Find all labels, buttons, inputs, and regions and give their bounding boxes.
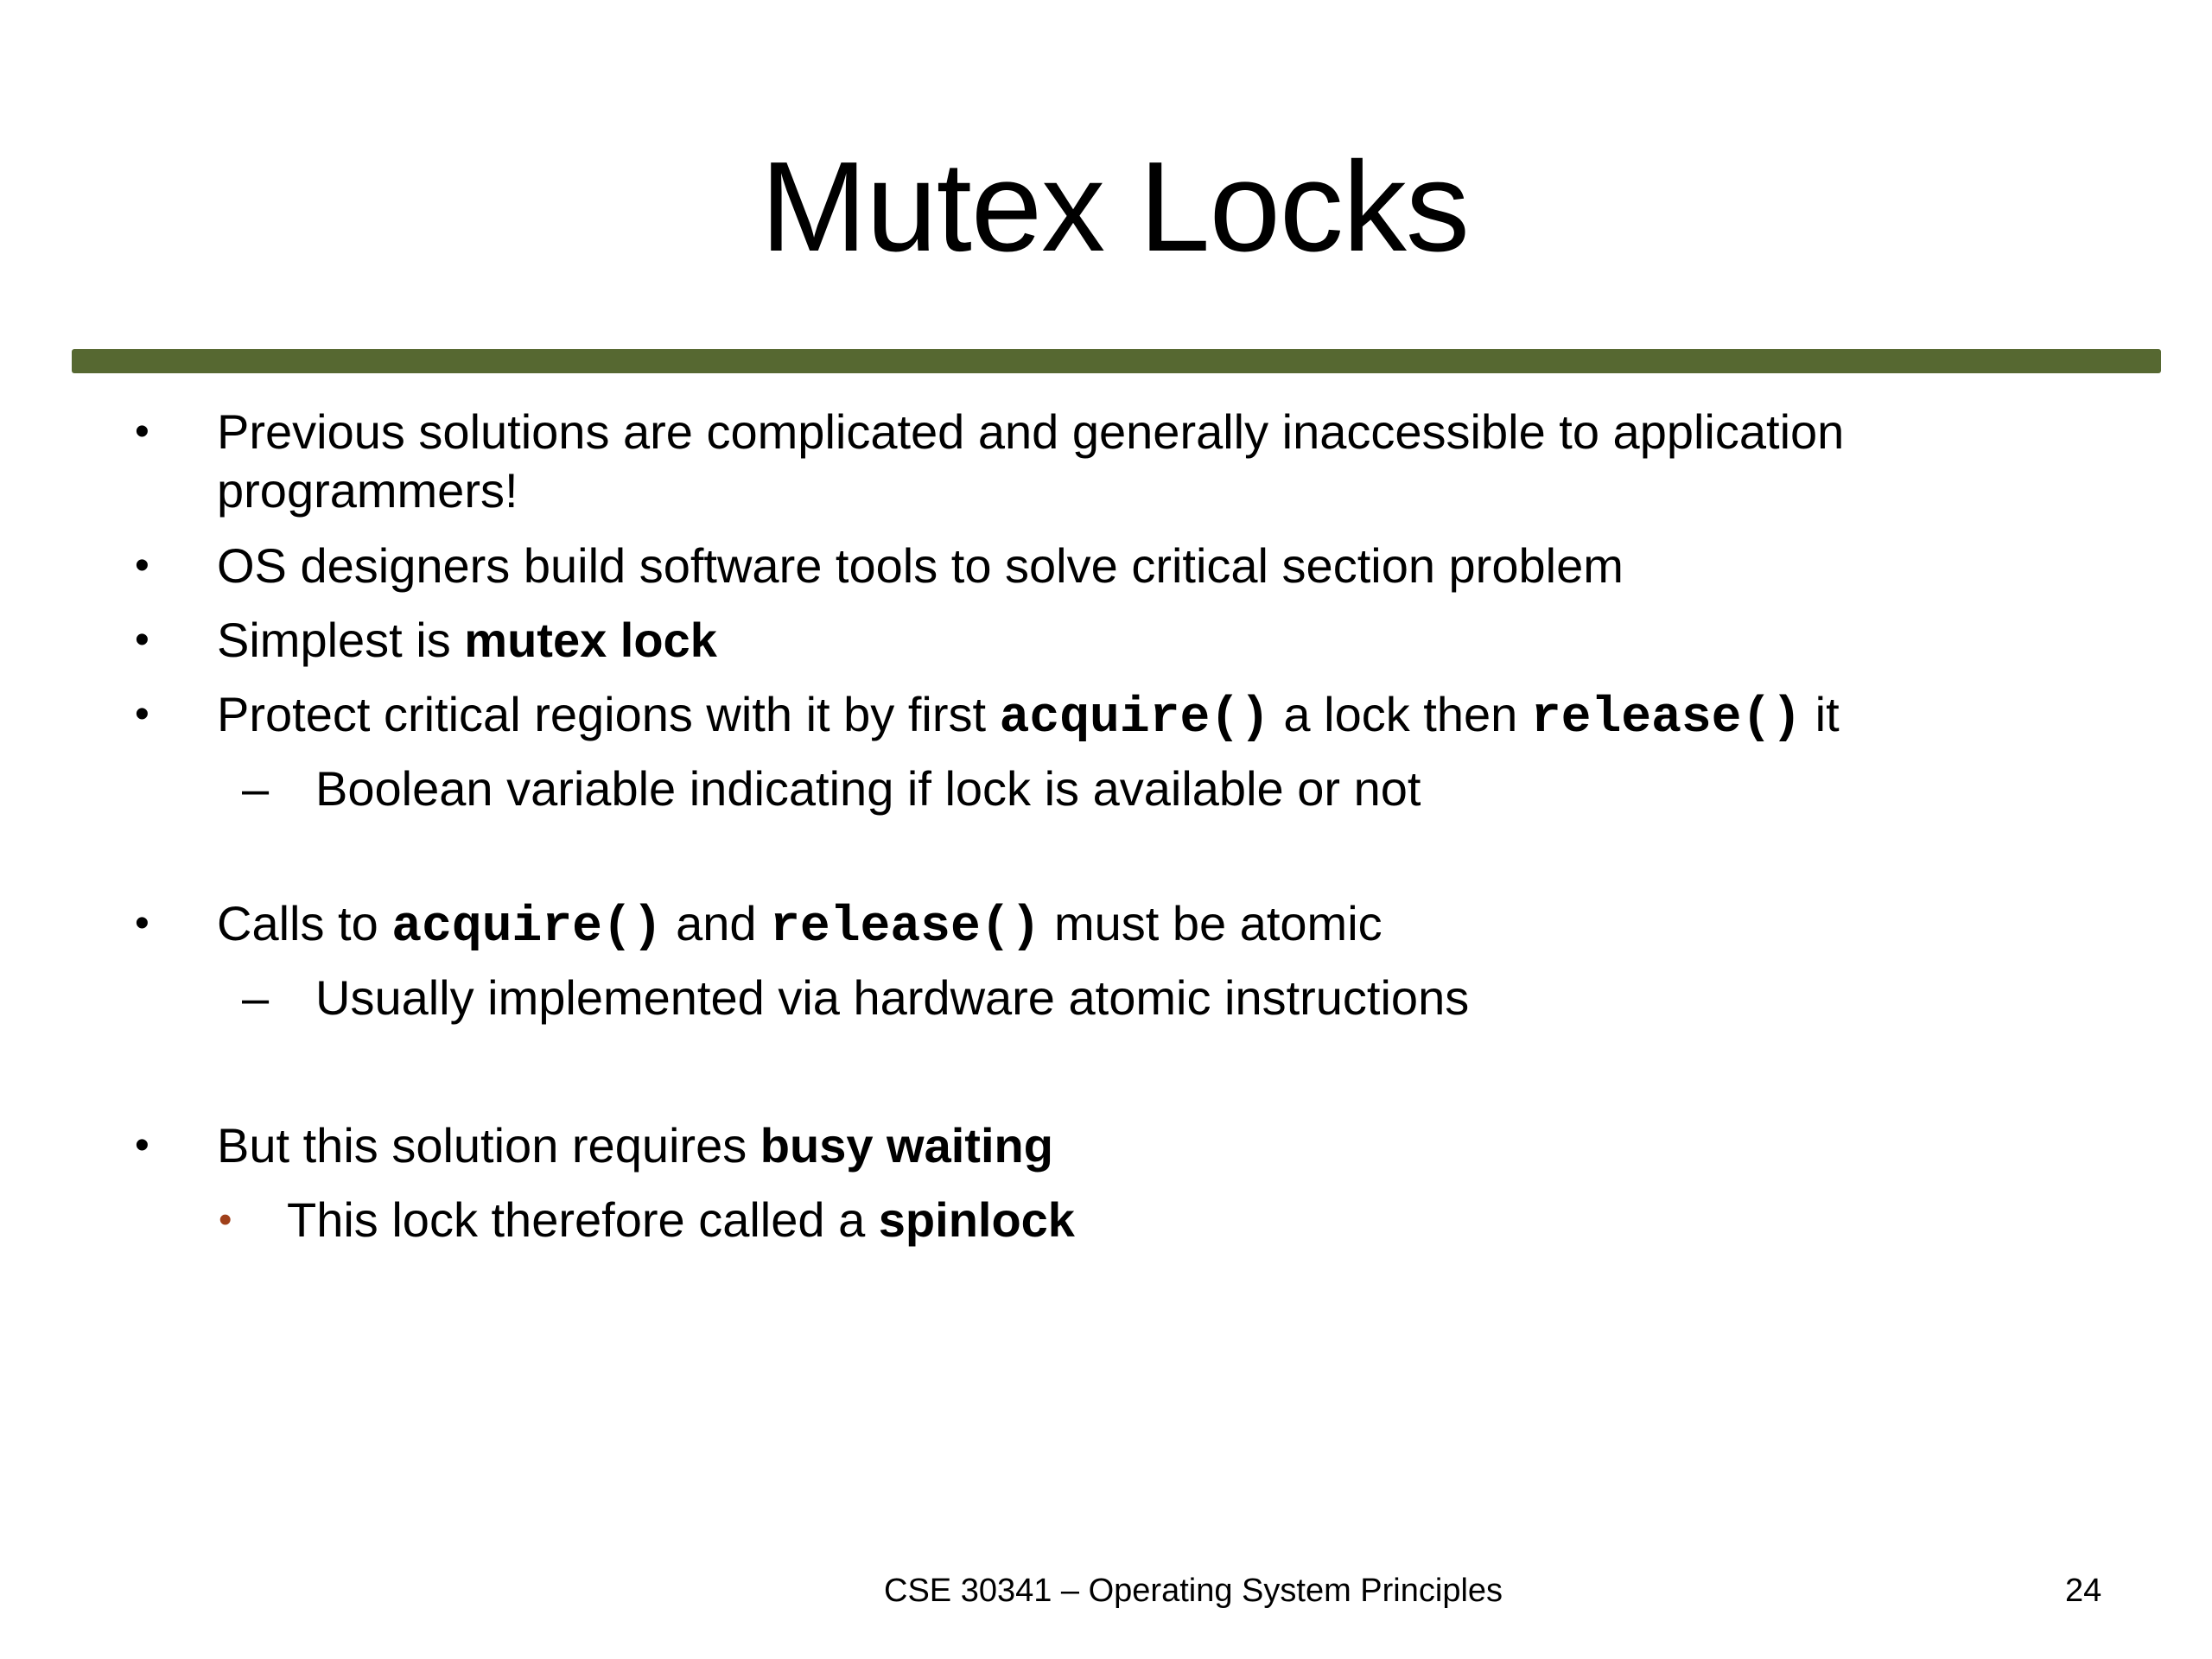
footer-page-number: 24	[2065, 1573, 2102, 1609]
code-release: release()	[1530, 690, 1802, 747]
bullet-5-part-3: must be atomic	[1040, 896, 1382, 950]
bullet-4-part-1: Protect critical regions with it by first	[217, 687, 1000, 741]
bullet-4-part-2: a lock then	[1269, 687, 1531, 741]
bullet-3-prefix: Simplest is	[217, 613, 465, 667]
bullet-4-text	[217, 684, 1840, 749]
slide-title: Mutex Locks	[760, 136, 1469, 278]
sub-bullet-dash: –	[242, 970, 270, 1025]
bullet-2-text: OS designers build software tools to solve critical section problem	[217, 538, 1624, 593]
bullet-marker: •	[135, 617, 149, 663]
bullet-3-text	[217, 610, 717, 671]
bullet-6-bold: busy waiting	[760, 1118, 1053, 1173]
code-acquire: acquire()	[999, 690, 1270, 747]
bullet-3-bold: mutex lock	[464, 613, 717, 667]
code-release: release()	[770, 899, 1041, 956]
sub-bullet-dash: –	[242, 761, 270, 816]
bullet-5-text	[217, 893, 1382, 958]
bullet-marker: •	[135, 1122, 149, 1168]
bullet-4-part-3: it	[1802, 687, 1840, 741]
bullet-6-sub-bold: spinlock	[878, 1192, 1075, 1247]
bullet-6-text	[217, 1116, 1053, 1176]
bullet-marker: •	[135, 691, 149, 737]
code-acquire: acquire()	[391, 899, 663, 956]
bullet-5-sub: Usually implemented via hardware atomic instructions	[315, 970, 1470, 1025]
bullet-5-part-2: and	[662, 896, 771, 950]
bullet-6-sub	[287, 1190, 1075, 1250]
bullet-6-prefix: But this solution requires	[217, 1118, 760, 1173]
bullet-1-line-1: Previous solutions are complicated and generally inaccessible to application	[217, 404, 1845, 459]
bullet-4-sub: Boolean variable indicating if lock is available or not	[315, 761, 1421, 816]
sub-bullet-marker: •	[219, 1198, 232, 1241]
bullet-marker: •	[135, 409, 149, 454]
bullet-5-part-1: Calls to	[217, 896, 392, 950]
bullet-marker: •	[135, 900, 149, 946]
bullet-6-sub-prefix: This lock therefore called a	[287, 1192, 879, 1247]
bullet-1-line-2: programmers!	[217, 463, 518, 518]
bullet-marker: •	[135, 543, 149, 588]
footer-course: CSE 30341 – Operating System Principles	[884, 1573, 1503, 1609]
